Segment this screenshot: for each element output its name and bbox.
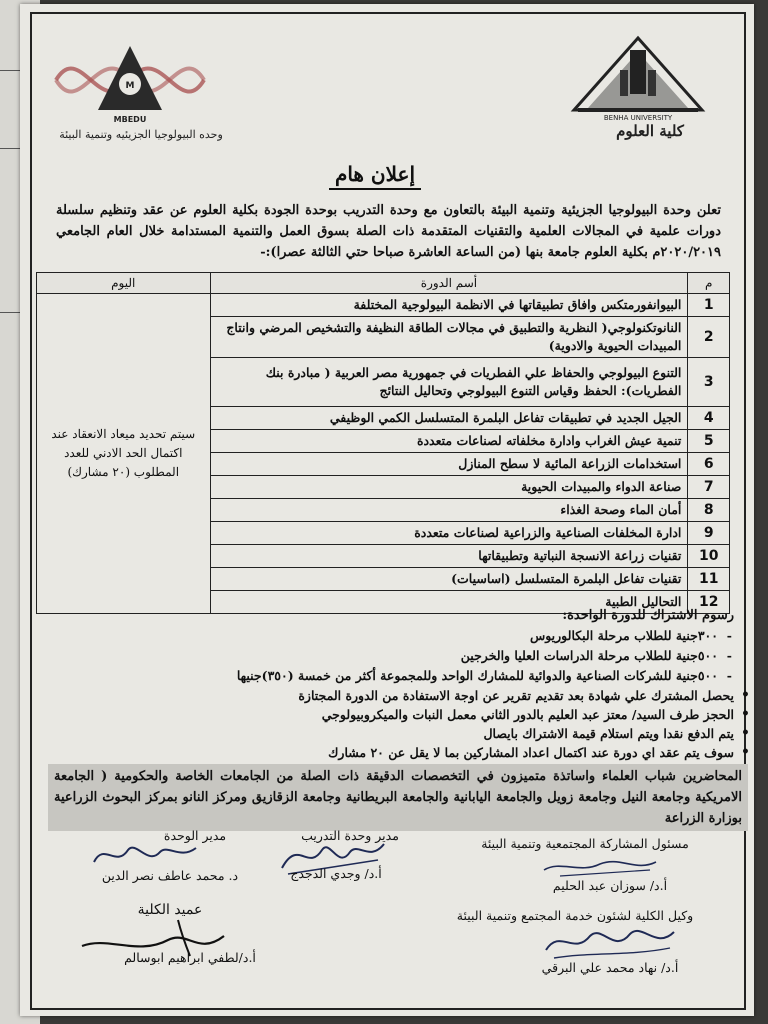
fee-item: - ٥٠٠جنية للشركات الصناعية والدوائية للمشارك الواحد وللمجموعة أكثر من خمسة (٣٥٠)جنيها [80,666,718,686]
course-number: 1 [688,294,730,317]
header-day: اليوم [37,273,211,294]
signature-dean-name: أ.د/لطفي ابراهيم ابوسالم [124,950,256,965]
course-number: 3 [688,358,730,407]
header-num: م [688,273,730,294]
unit-logo [50,40,210,124]
fees-title: رسوم الاشتراك للدورة الواحدة: [562,608,734,623]
note-item: • الحجز طرف السيد/ معتز عبد العليم بالدور الثاني معمل النبات والميكروبيولوجي [80,705,734,724]
course-number: 5 [688,430,730,453]
course-name: استخدامات الزراعة المائية لا سطح المنازل [210,453,688,476]
unit-logo-text: MBEDU [113,115,147,124]
day-note: سيتم تحديد ميعاد الانعقاد عند اكتمال الحد الادني للعدد المطلوب (٢٠ مشارك) [37,294,211,614]
svg-text:M: M [125,81,135,91]
fees-section [80,606,734,686]
intro-paragraph: تعلن وحدة البيولوجيا الجزيئية وتنمية البيئة بالتعاون مع وحدة التدريب بوحدة الجودة بكلية العلوم عن عقد وتنظيم سلسلة دورات علمية في المجالات العلمية والتقنيات المتقدمة ذات الصلة بسوق العمل والتنمية المستدامة خلال العام الجامعي ٢٠٢٠/٢٠١٩م بكلية العلوم جامعة بنها (من الساعة العاشرة صباحا حتي الثالثة عصرا):- [56,203,722,260]
handwritten-signature [540,922,680,962]
course-name: النانوتكنولوجي( النظرية والتطبيق في مجالات الطاقة النظيفة والتشخيص المرضي وانتاج المبيدات الحيوية والادوية) [210,317,688,358]
course-number: 2 [688,317,730,358]
course-name: تقنيات زراعة الانسجة النباتية وتطبيقاتها [210,545,688,568]
signature-community: مسئول المشاركة المجتمعية وتنمية البيئة [481,836,689,851]
announcement-title: إعلان هام [275,162,475,186]
course-number: 11 [688,568,730,591]
lecturers-paragraph: المحاضرين شباب العلماء واساتذة متميزون في التخصصات الدقيقة ذات الصلة من الجامعات الخاصة والحكومية ( الجامعة الامريكية وجامعة النيل وجامعة زويل والجامعة اليابانية والجامعة البريطانية وجامعة الزقازيق ومركز النانو بمركز البحوث الزراعية بوزارة الزراعة [48,764,748,831]
course-name: التحاليل الطبية [210,591,688,614]
table-header-row [37,273,730,294]
signature-unit: مدير الوحدة [163,828,227,843]
courses-table [36,272,730,614]
course-number: 9 [688,522,730,545]
unit-caption: وحده البيولوجيا الجزيئيه وتنمية البيئة [59,128,223,141]
course-name: تقنيات تفاعل البلمرة المتسلسل (اساسيات) [210,568,688,591]
course-name: البيوانفورمتكس وافاق تطبيقاتها في الانظمة البيولوجية المختلفة [210,294,688,317]
course-name: أمان الماء وصحة الغذاء [210,499,688,522]
signature-community-name: أ.د/ سوزان عبد الحليم [552,878,668,893]
note-item: • سوف يتم عقد اي دورة عند اكتمال اعداد المشاركين بما لا يقل عن ٢٠ مشارك [80,743,734,762]
course-name: صناعة الدواء والمبيدات الحيوية [210,476,688,499]
handwritten-signature [540,850,660,880]
signature-vice-dean: وكيل الكلية لشئون خدمة المجتمع وتنمية البيئة [456,908,694,923]
note-item: • يتم الدفع نقدا ويتم استلام قيمة الاشتراك بايصال [80,724,734,743]
course-number: 6 [688,453,730,476]
signature-vice-dean-name: أ.د/ نهاد محمد علي البرقي [541,960,679,975]
announcement-page [20,4,754,1016]
course-number: 4 [688,407,730,430]
course-number: 12 [688,591,730,614]
table-row [37,294,730,317]
faculty-caption: كلية العلوم [616,122,684,140]
course-name: الجيل الجديد في تطبيقات تفاعل البلمرة المتسلسل الكمي الوظيفي [210,407,688,430]
notes-list [80,686,752,762]
note-item: • يحصل المشترك علي شهادة بعد تقديم تقرير عن اوجة الاستفادة من الدورة المجتازة [80,686,734,705]
fee-item: - ٥٠٠جنية للطلاب مرحلة الدراسات العليا والخرجين [80,646,718,666]
signature-training-name: أ.د/ وجدي الدجدج [290,866,382,881]
signature-role: مدير وحدة التدريب [301,828,399,843]
signature-dean: عميد الكلية [137,902,203,918]
course-number: 10 [688,545,730,568]
course-number: 8 [688,499,730,522]
signature-unit-name: د. محمد عاطف نصر الدين [101,868,239,883]
fee-item: - ٣٠٠جنية للطلاب مرحلة البكالوريوس [80,626,718,646]
course-name: التنوع البيولوجي والحفاظ علي الفطريات في جمهورية مصر العربية ( مبادرة بنك الفطريات): الحفظ وقياس التنوع البيولوجي وتحاليل النتائج [210,358,688,407]
university-logo-text: BENHA UNIVERSITY [603,114,673,120]
benha-university-logo [568,30,708,120]
course-name: تنمية عيش الغراب وادارة مخلفاته لصناعات متعددة [210,430,688,453]
course-name: ادارة المخلفات الصناعية والزراعية لصناعات متعددة [210,522,688,545]
course-number: 7 [688,476,730,499]
header-course: أسم الدورة [210,273,688,294]
